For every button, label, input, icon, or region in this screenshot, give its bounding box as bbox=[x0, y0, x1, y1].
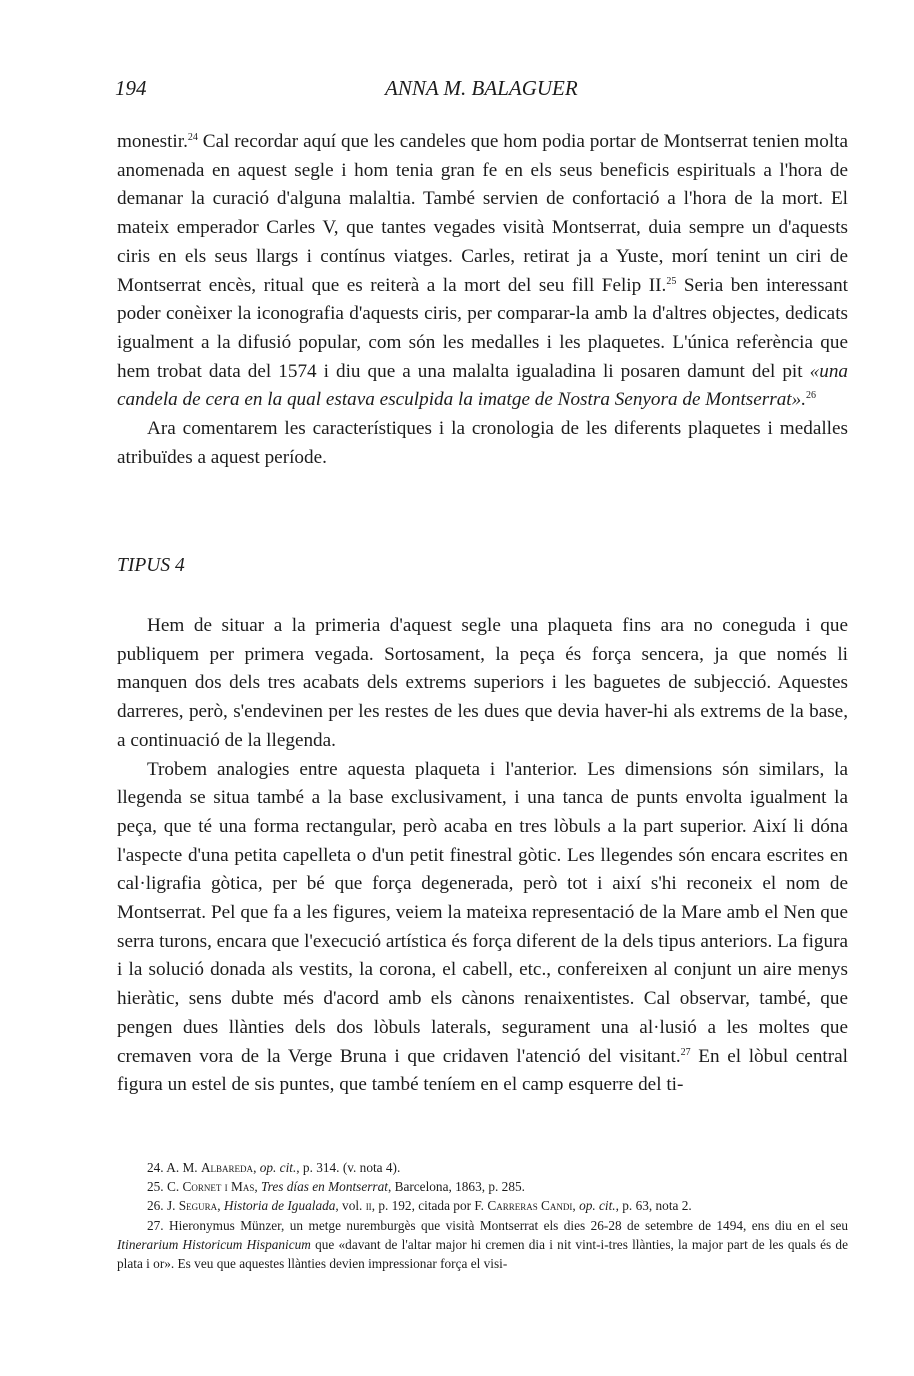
fn24-italic: op. cit. bbox=[259, 1160, 297, 1175]
p1-text-3: Seria ben interessant poder conèixer la iconografia d'aquests ciris, per comparar-la amb la d'altres objectes, dedicats igualment a la difusió popular, com són les medalles i les plaquetes. L'única referència que hem trobat data del 1574 i diu que a una malalta igualadina li posaren damunt del pit bbox=[117, 274, 848, 382]
fn25-italic: Tres días en Montserrat bbox=[260, 1179, 388, 1195]
fn24-num: 24. bbox=[147, 1160, 164, 1175]
section-paragraph-1: Hem de situar a la primeria d'aquest segle una plaqueta fins ara no coneguda i que publiquem per primera vegada. Sortosament, la peça és força sencera, ja que només li manquen dos dels tres acabats dels extrems superiors i les baguetes de subjecció. Aquestes darreres, però, s'endevinen per les restes de les dues que devia haver-hi als extrems de la base, a continuació de la llegenda. bbox=[117, 615, 848, 751]
footnote-26 bbox=[117, 1196, 848, 1215]
body-text bbox=[117, 128, 848, 472]
paragraph-2: Ara comentarem les característiques i la cronologia de les diferents plaquetes i medalles atribuïdes a aquest període. bbox=[117, 418, 848, 468]
footnotes bbox=[117, 1158, 848, 1273]
fn24-author: Albareda bbox=[200, 1160, 254, 1175]
page-header bbox=[115, 76, 844, 106]
fn26-author2: Carreras Candi bbox=[487, 1198, 573, 1214]
p1-text-2: Cal recordar aquí que les candeles que hom podia portar de Montserrat tenien molta anomenada en aquest segle i hom tenia gran fe en els seus beneficis espirituals a l'hora de demanar la curació d'alguna malaltia. També servien de confortació a l'hora de la mort. El mateix emperador Carles V, que tantes vegades visità Montserrat, duia sempre un d'aquests ciris en els seus llargs i contínus viatges. Carles, retirat ja a Yuste, morí tenint un ciri de Montserrat encès, ritual que es reiterà a la mort del seu fill Felip II. bbox=[117, 131, 848, 296]
fn26-sep2: , bbox=[572, 1198, 580, 1214]
fn25-num: 25. bbox=[147, 1179, 164, 1195]
footnote-ref-24[interactable]: 24 bbox=[187, 132, 198, 143]
fn27-num: 27. bbox=[147, 1217, 164, 1233]
fn27-text: Hieronymus Münzer, un metge nuremburgès que visità Montserrat els dies 26-28 de setembre de 1494, ens diu en el seu bbox=[169, 1217, 848, 1233]
sp2-text-1: Trobem analogies entre aquesta plaqueta i l'anterior. Les dimensions són similars, la llegenda se situa també a la base exclusivament, i una tanca de punts envolta igualment la peça, que té una forma rectangular, però acaba en tres lòbuls a la part superior. Així li dóna l'aspecte d'una petita capelleta o d'un petit finestral gòtic. Les llegendes són encara escrites en cal·ligrafia gòtica, per bé que força degenerada, però tot i així s'hi reconeix el nom de Montserrat. Pel que fa a les figures, veiem la mateixa representació de la Mare amb el Nen que serra turons, encara que l'execució artística és força diferent de la dels tipus anteriors. La figura i la solució donada als vestits, la corona, el cabell, etc., confereixen al conjunt un aire menys hieràtic, sens dubte més d'acord amb els cànons renaixentistes. Cal observar, també, que pengen dues llànties dels dos lòbuls laterals, segurament una al·lusió a les moltes que cremaven vora de la Verge Bruna i que cridaven l'atenció del visitant. bbox=[117, 758, 848, 1067]
fn27-rest: que «davant de l'altar major hi cremen dia i nit vint-i-tres llànties, la major part de les quals és de plata i or». Es veu que aquestes llànties devien impressionar força el visi- bbox=[117, 1236, 848, 1272]
p1-quote: «una candela de cera en la qual estava esculpida la imatge de Nostra Senyora de Montserrat». bbox=[117, 360, 848, 411]
fn26-rest: , p. 63, nota 2. bbox=[615, 1198, 692, 1214]
sp2-text-2: En el lòbul central figura un estel de sis puntes, que també teníem en el camp esquerre del ti- bbox=[117, 1045, 848, 1096]
fn26-sep: , bbox=[217, 1198, 224, 1214]
fn25-text: C. bbox=[166, 1179, 183, 1195]
section-paragraph-2 bbox=[117, 756, 848, 1100]
footnote-27 bbox=[117, 1216, 848, 1274]
fn25-sep: , bbox=[254, 1179, 261, 1195]
footnote-24 bbox=[117, 1158, 848, 1177]
section-title: TIPUS 4 bbox=[117, 555, 185, 576]
fn26-italic2: op. cit. bbox=[579, 1198, 616, 1214]
running-title: ANNA M. BALAGUER bbox=[385, 76, 578, 100]
fn26-italic: Historia de Igualada bbox=[223, 1198, 336, 1214]
p1-text-1: monestir. bbox=[117, 131, 188, 152]
footnote-ref-26[interactable]: 26 bbox=[806, 390, 817, 402]
fn27-italic: Itinerarium Historicum Hispanicum bbox=[117, 1236, 311, 1252]
fn24-sep: , bbox=[253, 1160, 260, 1175]
fn26-vol: ii bbox=[365, 1198, 372, 1214]
fn26-mid: , p. 192, citada por F. bbox=[371, 1198, 488, 1214]
paragraph-1 bbox=[117, 128, 848, 415]
section-text bbox=[117, 612, 848, 1100]
fn24-text: A. M. bbox=[166, 1160, 201, 1175]
fn25-rest: , Barcelona, 1863, p. 285. bbox=[387, 1179, 525, 1195]
fn26-text: J. bbox=[166, 1198, 179, 1214]
fn24-rest: , p. 314. (v. nota 4). bbox=[296, 1160, 401, 1175]
page-number: 194 bbox=[115, 76, 147, 100]
fn26-num: 26. bbox=[147, 1198, 164, 1214]
footnote-ref-25[interactable]: 25 bbox=[666, 275, 677, 287]
fn26-vol-prefix: , vol. bbox=[335, 1198, 366, 1214]
footnote-ref-27[interactable]: 27 bbox=[680, 1046, 691, 1058]
footnote-25 bbox=[117, 1177, 848, 1196]
fn26-author: Segura bbox=[178, 1198, 218, 1214]
fn25-author: Cornet i Mas bbox=[182, 1179, 255, 1195]
